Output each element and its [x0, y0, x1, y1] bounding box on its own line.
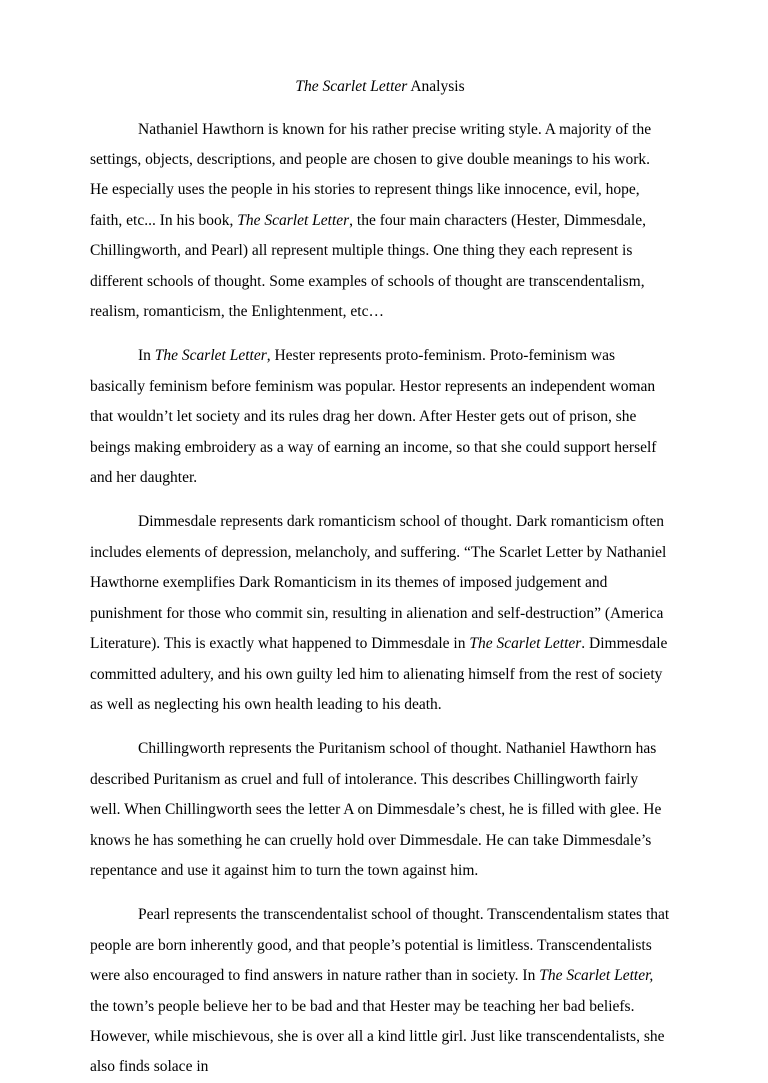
body-text: Nathaniel Hawthorn is known for his rather precise writing style. A majority of the settings, objects, descriptions, and people are chosen to give double meanings to his work. He especially uses the people in his stories to represent things like innocence, evil, hope, faith, etc... In his book,: [90, 120, 652, 229]
italic-text: The Scarlet Letter: [237, 211, 350, 229]
body-text: In: [138, 347, 155, 365]
paragraph: [90, 341, 670, 493]
italic-text: The Scarlet Letter,: [539, 967, 654, 985]
body-text: Dimmesdale represents dark romanticism school of thought. Dark romanticism often includes elements of depression, melancholy, and suffering. “The Scarlet Letter by Nathaniel Hawthorne exemplifies Dark Romanticism in its themes of imposed judgement and punishment for those who commit sin, resulting in alienation and self-destruction” (America Literature). This is exactly what happened to Dimmesdale in: [90, 513, 667, 653]
paragraph: [90, 507, 670, 720]
body-text: , Hester represents proto-feminism. Proto-feminism was basically feminism before feminism was popular. Hestor represents an independent woman that wouldn’t let society and its rules drag her down. After Hester gets out of prison, she beings making embroidery as a way of earning an income, so that she could support herself and her daughter.: [90, 347, 657, 487]
document-title-italic: The Scarlet Letter: [295, 78, 408, 95]
body-text: . Dimmesdale committed adultery, and his own guilty led him to alienating himself from the rest of society as well as neglecting his own health leading to his death.: [90, 635, 668, 713]
italic-text: The Scarlet Letter: [154, 347, 267, 365]
body-text: Pearl represents the transcendentalist school of thought. Transcendentalism states that people are born inherently good, and that people’s potential is limitless. Transcendentalists were also encouraged to find answers in nature rather than in society. In: [90, 906, 670, 985]
italic-text: The Scarlet Letter: [469, 635, 582, 653]
document-title: [90, 78, 670, 97]
paragraph: [90, 115, 670, 328]
body-text: Chillingworth represents the Puritanism school of thought. Nathaniel Hawthorn has described Puritanism as cruel and full of intolerance. This describes Chillingworth fairly well. When Chillingworth sees the letter A on Dimmesdale’s chest, he is filled with glee. He knows he has something he can cruelly hold over Dimmesdale. He can take Dimmesdale’s repentance and use it against him to turn the town against him.: [90, 740, 662, 879]
body-text: , the four main characters (Hester, Dimmesdale, Chillingworth, and Pearl) all represent multiple things. One thing they each represent is different schools of thought. Some examples of schools of thought are transcendentalism, realism, romanticism, the Enlightenment, etc…: [90, 211, 646, 321]
paragraph: [90, 734, 670, 886]
document-body: [90, 115, 670, 1083]
body-text: the town’s people believe her to be bad and that Hester may be teaching her bad beliefs. However, while mischievous, she is over all a kind little girl. Just like transcendentalists, she also finds solace in: [90, 997, 665, 1076]
paragraph: [90, 900, 670, 1082]
document-title-plain: Analysis: [407, 78, 465, 95]
